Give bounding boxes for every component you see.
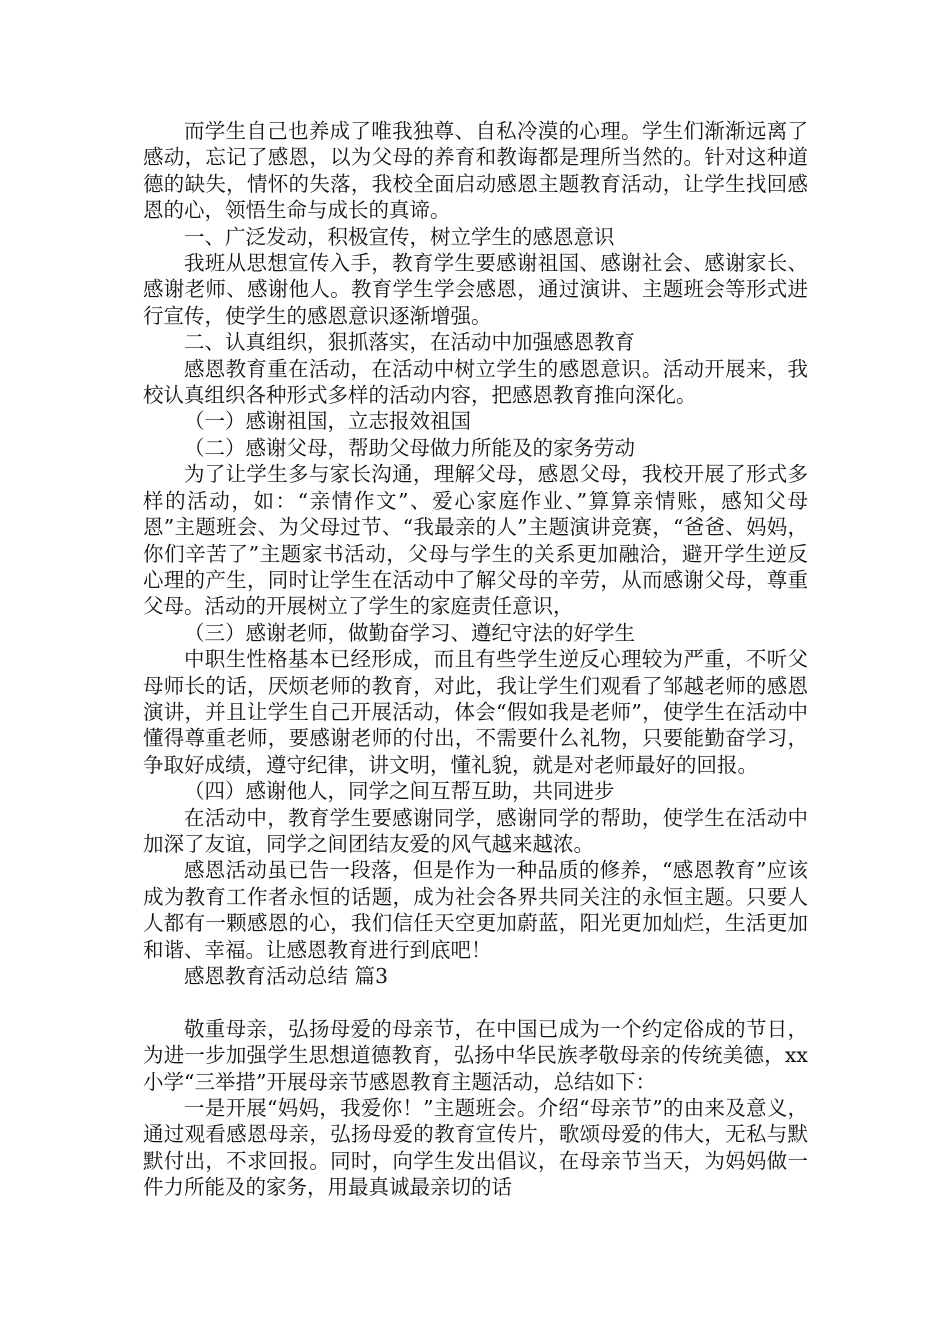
section-title-part-3: 感恩教育活动总结 篇3: [184, 964, 389, 988]
paragraph-activities: 感恩教育重在活动，在活动中树立学生的感恩意识。活动开展来，我校认真组织各种形式多样的活动内容，把感恩教育推向深化。: [143, 356, 808, 408]
document-page: [143, 118, 808, 1201]
subheading-parents: （二）感谢父母，帮助父母做力所能及的家务劳动: [184, 435, 635, 460]
paragraph-classmates: 在活动中，教育学生要感谢同学，感谢同学的帮助，使学生在活动中加深了友谊，同学之间团结友爱的风气越来越浓。: [143, 805, 808, 856]
paragraph-publicity: 我班从思想宣传入手，教育学生要感谢祖国、感谢社会、感谢家长、感谢老师、感谢他人。教育学生学会感恩，通过演讲、主题班会等形式进行宣传，使学生的感恩意识逐渐增强。: [143, 251, 808, 328]
subheading-motherland: （一）感谢祖国，立志报效祖国: [184, 409, 471, 434]
paragraph-intro: 而学生自己也养成了唯我独尊、自私冷漠的心理。学生们渐渐远离了感动，忘记了感恩，以为父母的养育和教诲都是理所当然的。针对这种道德的缺失，情怀的失落，我校全面启动感恩主题教育活动，让学生找回感恩的心，领悟生命与成长的真谛。: [143, 119, 808, 223]
heading-section-2: 二、认真组织，狠抓落实，在活动中加强感恩教育: [184, 330, 635, 355]
paragraph-class-meeting: 一是开展“妈妈，我爱你！”主题班会。介绍“母亲节”的由来及意义，通过观看感恩母亲，弘扬母爱的教育宣传片，歌颂母爱的伟大，无私与默默付出，不求回报。同时，向学生发出倡议，在母亲节当天，为妈妈做一件力所能及的家务，用最真诚最亲切的话: [143, 1096, 808, 1200]
paragraph-parents: 为了让学生多与家长沟通，理解父母，感恩父母，我校开展了形式多样的活动，如：“亲情作文”、爱心家庭作业、”算算亲情账，感知父母恩”主题班会、为父母过节、“我最亲的人”主题演讲竞赛，“爸爸、妈妈，你们辛苦了”主题家书活动，父母与学生的关系更加融洽，避开学生逆反心理的产生，同时让学生在活动中了解父母的辛劳，从而感谢父母，尊重父母。活动的开展树立了学生的家庭责任意识，: [143, 462, 808, 619]
paragraph-teachers: 中职生性格基本已经形成，而且有些学生逆反心理较为严重，不听父母师长的话，厌烦老师的教育，对此，我让学生们观看了邹越老师的感恩演讲，并且让学生自己开展活动，体会“假如我是老师”，使学生在活动中懂得尊重老师，要感谢老师的付出，不需要什么礼物，只要能勤奋学习，争取好成绩，遵守纪律，讲文明，懂礼貌，就是对老师最好的回报。: [143, 647, 808, 777]
paragraph-mothers-day-intro: 敬重母亲，弘扬母爱的母亲节，在中国已成为一个约定俗成的节日，为进一步加强学生思想道德教育，弘扬中华民族孝敬母亲的传统美德，xx小学“三举措”开展母亲节感恩教育主题活动，总结如下：: [143, 1016, 808, 1094]
subheading-teachers: （三）感谢老师，做勤奋学习、遵纪守法的好学生: [184, 620, 635, 645]
heading-section-1: 一、广泛发动，积极宣传，树立学生的感恩意识: [184, 224, 615, 249]
blank-line: [143, 989, 808, 1015]
paragraph-conclusion: 感恩活动虽已告一段落，但是作为一种品质的修养，“感恩教育”应该成为教育工作者永恒的话题，成为社会各界共同关注的永恒主题。只要人人都有一颗感恩的心，我们信任天空更加蔚蓝，阳光更加灿烂，生活更加和谐、幸福。让感恩教育进行到底吧！: [143, 858, 808, 962]
subheading-others: （四）感谢他人，同学之间互帮互助，共同进步: [184, 779, 615, 804]
